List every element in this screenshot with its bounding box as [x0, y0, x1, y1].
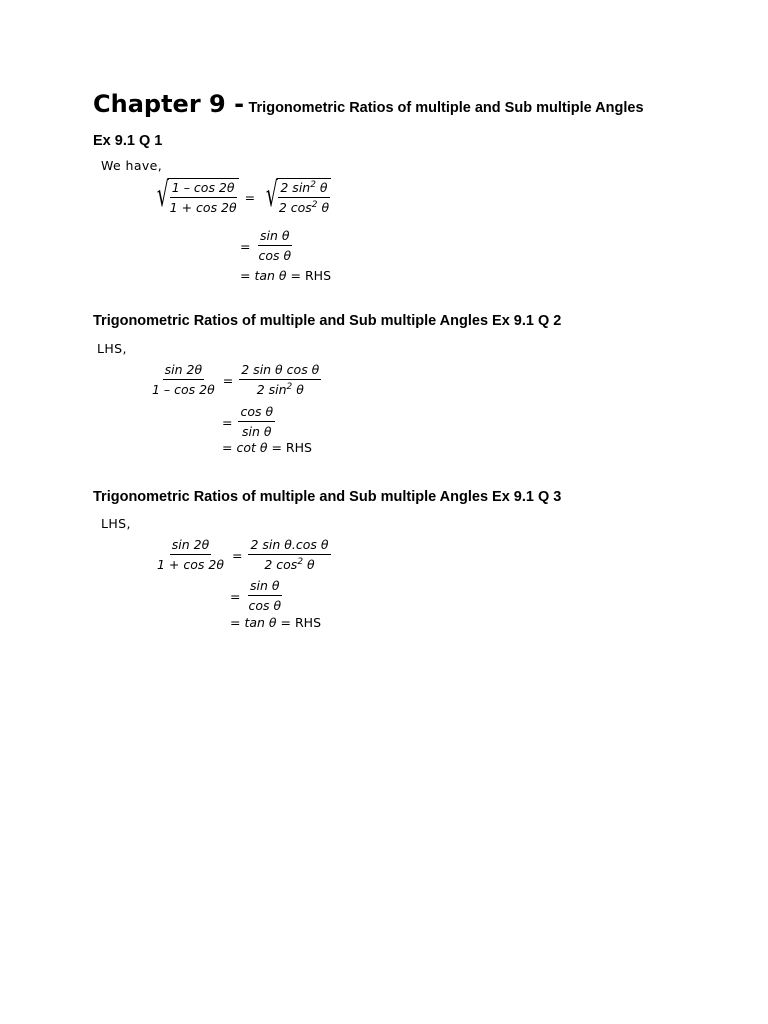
equals-sign: = — [230, 615, 241, 630]
q1-step1-numerator: 2 $\sin^2 \theta$ — [278, 180, 329, 198]
equals-sign: = — [222, 372, 234, 388]
q1-heading: Ex 9.1 Q 1 — [93, 133, 163, 149]
equals-sign: = — [231, 547, 243, 563]
q2-equation-line-1 — [150, 362, 321, 398]
q3-heading: Trigonometric Ratios of multiple and Sub multiple Angles Ex 9.1 Q 3 — [93, 489, 562, 505]
q2-lhs-numerator: sin 2θ — [163, 362, 204, 380]
q2-equation-line-2 — [222, 404, 275, 440]
q2-heading: Trigonometric Ratios of multiple and Sub multiple Angles Ex 9.1 Q 2 — [93, 313, 562, 329]
q3-step1-denominator: 2 $\cos^2 \theta$ — [264, 556, 315, 572]
q3-lhs-numerator: sin 2θ — [170, 537, 211, 555]
q1-step1-denominator: 2 $\cos^2 \theta$ — [278, 199, 330, 215]
q3-lhs-denominator: 1 + cos 2θ — [157, 557, 224, 572]
equals-sign: = — [222, 414, 233, 430]
q1-result: tan θ — [254, 268, 287, 283]
q2-step2-numerator: cos θ — [238, 404, 275, 422]
equals-sign: = — [230, 588, 241, 604]
q2-rhs: = RHS — [267, 440, 312, 455]
q1-lhs-numerator: 1 – cos 2θ — [170, 180, 237, 198]
equals-sign: = — [222, 440, 233, 455]
q3-rhs: = RHS — [276, 615, 322, 630]
q1-equation-line-3 — [240, 268, 331, 283]
q2-step1-denominator: 2 $\sin^2 \theta$ — [256, 381, 304, 397]
q3-intro: LHS, — [101, 516, 131, 531]
q2-intro: LHS, — [97, 341, 127, 356]
q2-equation-line-3 — [222, 440, 312, 455]
q2-step2-denominator: sin θ — [242, 424, 272, 439]
q2-lhs-denominator: 1 – cos 2θ — [152, 382, 215, 397]
q3-equation-line-3 — [230, 615, 321, 630]
q3-result: tan θ — [244, 615, 277, 630]
q1-step2-numerator: sin θ — [258, 228, 292, 246]
q1-step1-sqrt: √ $\frac{2 \sin^2 \theta}{2 \cos^2 \theta}$ — [266, 175, 330, 215]
q3-equation-line-2 — [230, 578, 283, 614]
q1-equation-line-1 — [152, 175, 331, 216]
q3-step1-numerator: 2 sin θ.cos θ — [248, 537, 330, 555]
equals-sign: = — [244, 189, 256, 205]
q1-intro: We have, — [101, 158, 163, 173]
q1-step2-denominator: cos θ — [258, 248, 292, 263]
q2-result: cot θ — [236, 440, 268, 455]
equals-sign: = — [240, 238, 251, 254]
q1-equation-line-2 — [240, 228, 293, 264]
q1-lhs-denominator: 1 + cos 2θ — [169, 200, 237, 215]
chapter-label: Chapter 9 - — [93, 90, 245, 118]
q1-lhs-sqrt: √ $\frac{1 - \cos 2\theta}{1 + \cos 2\theta}$ — [156, 175, 237, 215]
equals-sign: = — [240, 268, 251, 283]
q3-equation-line-1 — [155, 537, 331, 573]
q1-rhs: = RHS — [286, 268, 332, 283]
q2-step1-numerator: 2 sin θ cos θ — [239, 362, 321, 380]
chapter-subtitle: Trigonometric Ratios of multiple and Sub multiple Angles — [248, 100, 644, 116]
q3-step2-denominator: cos θ — [248, 598, 282, 613]
q3-step2-numerator: sin θ — [248, 578, 282, 596]
page-title — [93, 90, 644, 118]
